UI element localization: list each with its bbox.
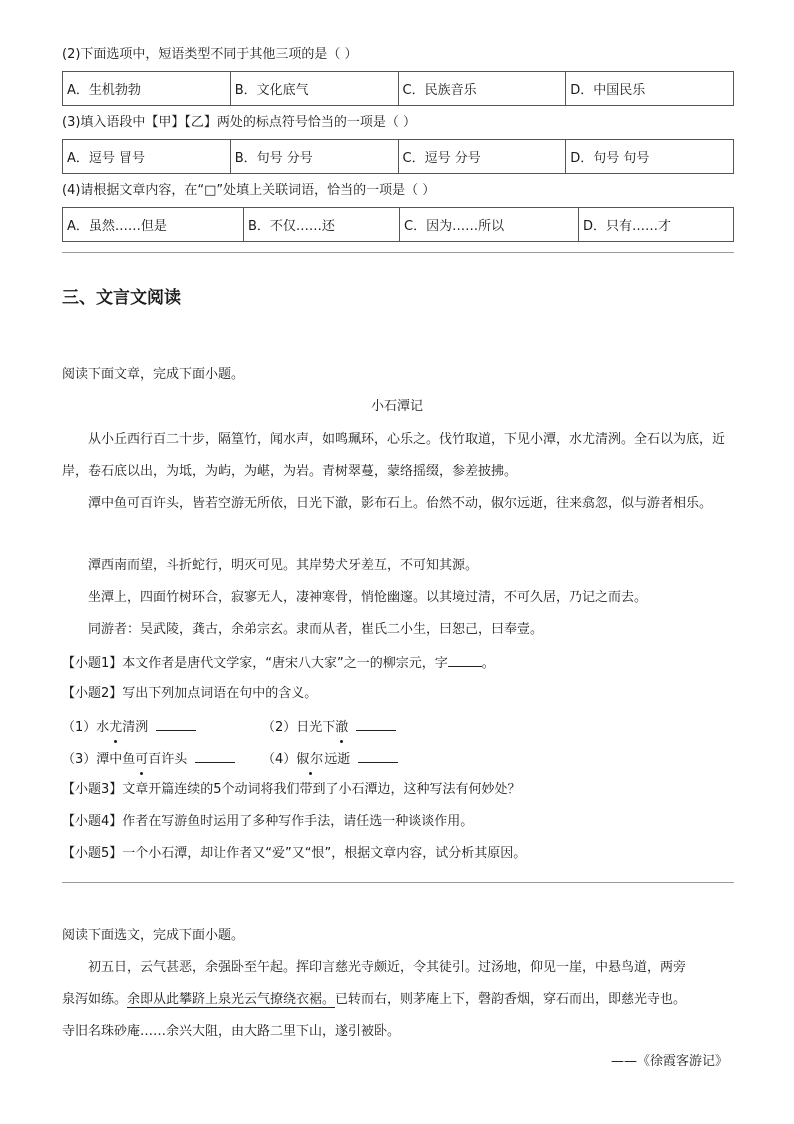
question-4-option-b[interactable]: B．不仅……还	[244, 208, 400, 242]
vocab-item-3: （3）潭中鱼可百许头	[62, 748, 235, 770]
answer-blank[interactable]	[356, 716, 396, 731]
dotted-word: 可	[135, 750, 148, 770]
answer-blank[interactable]	[448, 652, 482, 667]
article-paragraph-4: 坐潭上，四面竹树环合，寂寥无人，凄神寒骨，悄怆幽邃。以其境过清，不可久居，乃记之而去。	[88, 590, 648, 605]
article-paragraph-3: 潭西南而望，斗折蛇行，明灭可见。其岸势犬牙差互，不可知其源。	[88, 558, 479, 573]
question-2-option-c[interactable]: C．民族音乐	[398, 72, 566, 106]
vocab-item-4: （4）俶尔远逝	[262, 748, 398, 770]
sub-question-1	[62, 652, 495, 674]
passage-line-3: 寺旧名珠砂庵……余兴大阻，由大路二里下山，遂引被卧。	[62, 1024, 401, 1039]
question-2-option-b[interactable]: B．文化底气	[230, 72, 398, 106]
section-divider	[62, 882, 734, 883]
answer-blank[interactable]	[195, 748, 235, 763]
sub-question-1-text: 【小题1】本文作者是唐代文学家，“唐宋八大家”之一的柳宗元，字	[62, 656, 448, 671]
vocab-item-2: （2）日光下澈	[262, 716, 396, 738]
sub-question-1-end: 。	[481, 656, 495, 671]
reading-intro: 阅读下面文章，完成下面小题。	[62, 367, 245, 382]
question-3-stem: (3)填入语段中【甲】【乙】两处的标点符号恰当的一项是（ ）	[62, 115, 417, 130]
section-title: 三、文言文阅读	[62, 288, 181, 308]
question-3-option-d[interactable]: D．句号 句号	[566, 140, 734, 174]
article-paragraph-1: 从小丘西行百二十步，隔篁竹，闻水声，如鸣珮环，心乐之。伐竹取道，下见小潭，水尤清洌。全石以为底，近岸，卷石底以出，为坻，为屿，为嵁，为岩。青树翠蔓，蒙络摇缀，参差披拂。	[62, 432, 726, 479]
question-2-stem: (2)下面选项中，短语类型不同于其他三项的是（ ）	[62, 47, 358, 62]
question-2-option-d[interactable]: D．中国民乐	[566, 72, 734, 106]
sub-question-3: 【小题3】文章开篇连续的5个动词将我们带到了小石潭边，这种写法有何妙处？	[62, 782, 521, 797]
question-4-options	[62, 207, 734, 242]
answer-blank[interactable]	[156, 716, 196, 731]
question-2-options	[62, 71, 734, 106]
question-4-option-a[interactable]: A．虽然……但是	[63, 208, 244, 242]
question-3-option-c[interactable]: C．逗号 分号	[398, 140, 566, 174]
dotted-word: 澈	[335, 718, 348, 738]
article-paragraph-5: 同游者：吴武陵，龚古，余弟宗玄。隶而从者，崔氏二小生，曰恕己，曰奉壹。	[88, 622, 544, 637]
sub-question-5: 【小题5】一个小石潭，却让作者又“爱”又“恨”，根据文章内容，试分析其原因。	[62, 846, 527, 861]
question-4-option-d[interactable]: D．只有……才	[579, 208, 734, 242]
sub-question-4: 【小题4】作者在写游鱼时运用了多种写作手法，请任选一种谈谈作用。	[62, 814, 474, 829]
question-3-option-b[interactable]: B．句号 分号	[230, 140, 398, 174]
question-3-options	[62, 139, 734, 174]
vocab-item-1: （1）水尤清洌	[62, 716, 196, 738]
question-4-stem: (4)请根据文章内容，在“□”处填上关联词语，恰当的一项是（ ）	[62, 183, 436, 198]
sub-question-2: 【小题2】写出下列加点词语在句中的含义。	[62, 686, 318, 701]
passage-source: ——《徐霞客游记》	[610, 1054, 728, 1069]
passage-line-1: 初五日，云气甚恶，余强卧至午起。挥印言慈光寺颇近，令其徒引。过汤地，仰见一崖，中悬鸟道，两旁	[88, 960, 687, 975]
answer-blank[interactable]	[358, 748, 398, 763]
underlined-sentence: 余即从此攀跻上泉光云气撩绕衣裾。	[127, 992, 336, 1007]
dotted-word: 俶尔	[296, 750, 324, 770]
article-paragraph-2: 潭中鱼可百许头，皆若空游无所依，日光下澈，影布石上。佁然不动，俶尔远逝，往来翕忽，似与游者相乐。	[88, 496, 713, 511]
article-title: 小石潭记	[370, 399, 423, 414]
question-2-option-a[interactable]: A．生机勃勃	[63, 72, 231, 106]
dotted-word: 尤	[109, 718, 122, 738]
question-4-option-c[interactable]: C．因为……所以	[400, 208, 579, 242]
passage-line-2: 泉泻如练。余即从此攀跻上泉光云气撩绕衣裾。已转而右，则茅庵上下，磬韵香烟，穿石而出，即慈光寺也。	[62, 992, 687, 1007]
reading-intro-2: 阅读下面选文，完成下面小题。	[62, 928, 245, 943]
section-divider	[62, 252, 734, 253]
question-3-option-a[interactable]: A．逗号 冒号	[63, 140, 231, 174]
